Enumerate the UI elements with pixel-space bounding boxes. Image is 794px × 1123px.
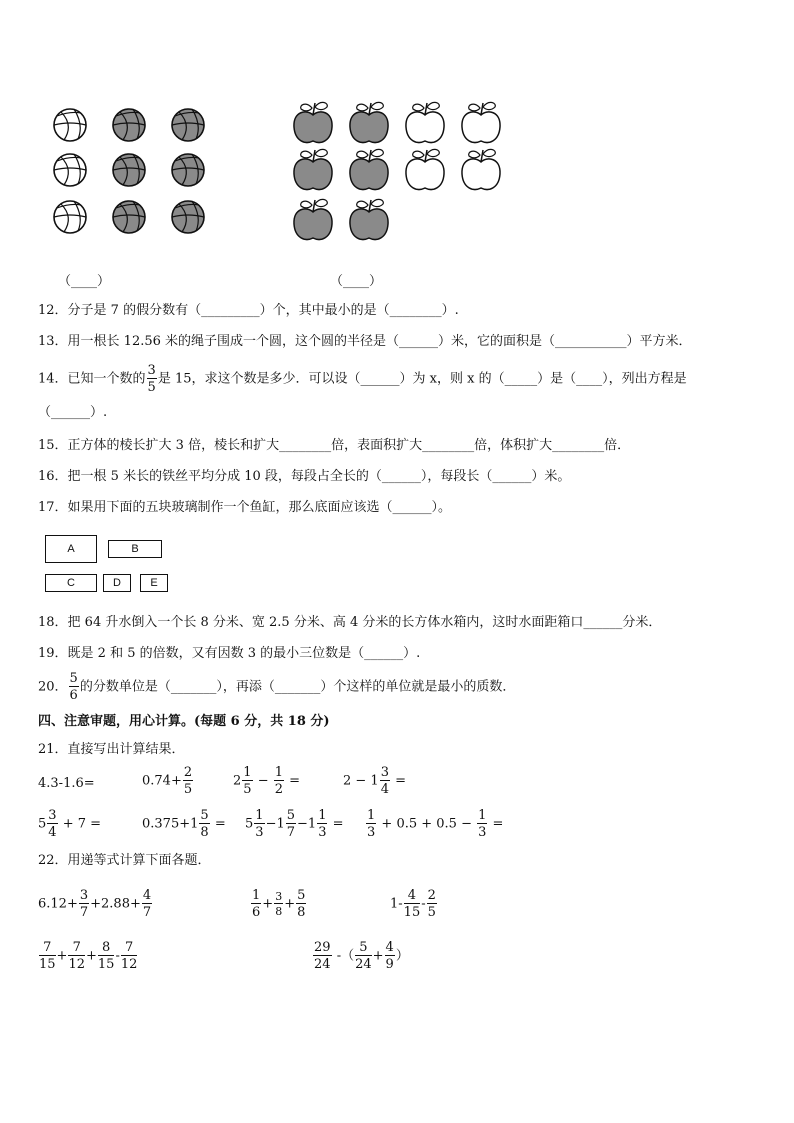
basketball-icon [172, 154, 204, 186]
q14-prefix: 14．已知一个数的 [38, 371, 146, 387]
apple-icon [462, 102, 500, 142]
q21-item-a: 4.3-1.6= [38, 776, 95, 791]
question-20 [38, 672, 515, 702]
question-22: 22．用递等式计算下面各题． [38, 853, 211, 868]
q21-item-g: 5 $\frac{1}{3}$ −1 $\frac{5}{7}$ −1 $\frac{1}{3}$ = [245, 808, 344, 840]
basketball-icon [54, 109, 86, 141]
question-12: 12．分子是 7 的假分数有（_________）个，其中最小的是（________）. [38, 303, 459, 318]
figure-blank-balls: （____） [58, 274, 111, 289]
q21-item-d: 2 − 1 $\frac{3}{4}$ = [343, 765, 407, 797]
q20-suffix: 的分数单位是（_______），再添（_______）个这样的单位就是最小的质数． [79, 679, 516, 695]
figure-blank-apples: （____） [330, 274, 383, 289]
question-19: 19．既是 2 和 5 的倍数，又有因数 3 的最小三位数是（______）. [38, 646, 421, 661]
q20-fraction: $\frac{5}{6}$ [69, 671, 78, 703]
q21-item-h: $\frac{1}{3}$ + 0.5 + 0.5 − $\frac{1}{3}$ = [367, 808, 504, 840]
q21-item-e: 5 $\frac{3}{4}$ + 7 = [38, 808, 102, 840]
section-4-heading: 四、注意审题，用心计算。(每题 6 分，共 18 分) [38, 714, 330, 729]
q14-fraction [147, 364, 157, 394]
glass-b: B [108, 540, 162, 558]
q20-prefix: 20． [38, 679, 68, 695]
question-14-line2: （______）. [38, 405, 108, 420]
question-13: 13．用一根长 12.56 米的绳子围成一个圆，这个圆的半径是（______）米，它的面积是（___________）平方米． [38, 334, 692, 349]
glass-a: A [45, 535, 97, 563]
apple-icon [462, 149, 500, 189]
question-21: 21．直接写出计算结果． [38, 742, 185, 757]
apple-icon [294, 149, 332, 189]
q21-item-f: 0.375+1 $\frac{5}{8}$ = [142, 808, 226, 840]
q22-item-b: $\frac{1}{6}$ + $\frac{3}{8}$ + $\frac{5}{8}$ [252, 888, 306, 920]
basketball-icon [113, 109, 145, 141]
basketball-icon [113, 201, 145, 233]
question-17: 17．如果用下面的五块玻璃制作一个鱼缸，那么底面应该选（______）。 [38, 500, 452, 515]
q22-item-d: $\frac{7}{15}$ + $\frac{7}{12}$ + $\frac{8}{15}$ - $\frac{7}{12}$ [39, 940, 138, 972]
apple-icon [294, 102, 332, 142]
q22-item-e: $\frac{29}{24}$ -（ $\frac{5}{24}$ + $\frac{4}{9}$ ） [314, 940, 409, 972]
apple-icon [350, 199, 388, 239]
q14-den: 5 [147, 380, 156, 395]
apple-icon [406, 149, 444, 189]
glass-e: E [140, 574, 168, 592]
apple-icon [406, 102, 444, 142]
question-14 [38, 364, 687, 394]
glass-c: C [45, 574, 97, 592]
q14-num: 3 [147, 363, 156, 378]
glass-d: D [103, 574, 131, 592]
q22-item-c: 1- $\frac{4}{15}$ - $\frac{2}{5}$ [390, 888, 436, 920]
basketball-icon [172, 201, 204, 233]
apple-icon [294, 199, 332, 239]
q21-item-b: 0.74+ $\frac{2}{5}$ [142, 765, 193, 797]
apple-icon [350, 102, 388, 142]
q14-suffix: 是 15，求这个数是多少．可以设（______）为 x，则 x 的（_____）是（____），列出方程是 [157, 371, 687, 387]
basketball-icon [113, 154, 145, 186]
basketball-icon [172, 109, 204, 141]
question-18: 18．把 64 升水倒入一个长 8 分米、宽 2.5 分米、高 4 分米的长方体水箱内，这时水面距箱口______分米． [38, 615, 662, 630]
basketball-icon [54, 154, 86, 186]
apple-icon [350, 149, 388, 189]
q22-item-a: 6.12+ $\frac{3}{7}$ +2.88+ $\frac{4}{7}$ [38, 888, 152, 920]
q21-item-c: 2 $\frac{1}{5}$ − $\frac{1}{2}$ = [233, 765, 301, 797]
question-15: 15．正方体的棱长扩大 3 倍，棱长和扩大________倍，表面积扩大________倍，体积扩大________倍． [38, 438, 631, 453]
basketball-icon [54, 201, 86, 233]
question-16: 16．把一根 5 米长的铁丝平均分成 10 段，每段占全长的（______），每段长（______）米。 [38, 469, 571, 484]
